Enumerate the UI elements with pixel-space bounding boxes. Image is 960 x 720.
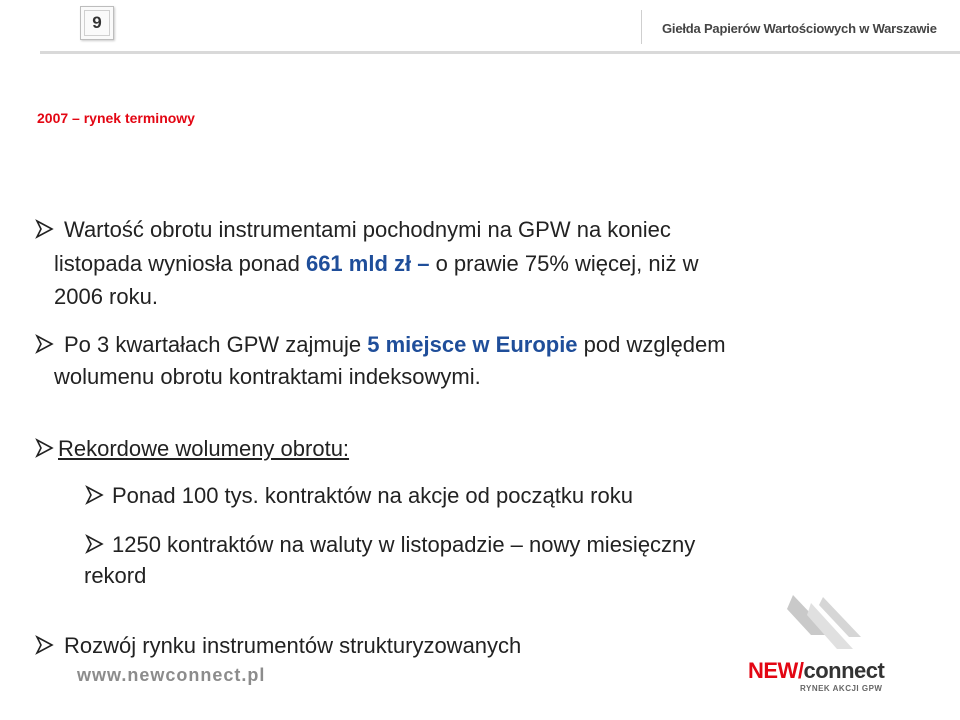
arrow-bullet-icon (84, 484, 106, 506)
exchange-logo-text: Giełda Papierów Wartościowych w Warszawie (662, 21, 937, 36)
sub-bullet-2-line-1: 1250 kontraktów na waluty w listopadzie – nowy miesięczny (112, 532, 696, 557)
arrow-bullet-icon (34, 333, 56, 355)
arrow-bullet-icon (34, 634, 56, 656)
bullet-3-heading: Rekordowe wolumeny obrotu: (58, 436, 350, 461)
page-number-box (80, 6, 114, 40)
sub-bullet-1: Ponad 100 tys. kontraktów na akcje od początku roku (112, 483, 633, 508)
bullet-1-line-1: Wartość obrotu instrumentami pochodnymi na GPW na koniec (64, 217, 671, 242)
footer-url: www.newconnect.pl (77, 665, 266, 685)
sub-bullet-2-line-2: rekord (84, 563, 147, 588)
newconnect-logo: NEW/connect (748, 658, 885, 683)
newconnect-tagline: RYNEK AKCJI GPW (800, 684, 883, 693)
bullet-1-line-3: 2006 roku. (54, 284, 158, 309)
newconnect-logo-mark-icon (753, 593, 863, 663)
page-number: 9 (84, 10, 110, 36)
bullet-4: Rozwój rynku instrumentów strukturyzowanych (64, 633, 522, 658)
arrow-bullet-icon (34, 437, 56, 459)
bullet-1-line-2: listopada wyniosła ponad 661 mld zł – o prawie 75% więcej, niż w (54, 251, 699, 276)
header-separator (641, 10, 642, 44)
arrow-bullet-icon (84, 533, 106, 555)
bullet-2-line-1: Po 3 kwartałach GPW zajmuje 5 miejsce w Europie pod względem (64, 332, 726, 357)
bullet-1-highlight: 661 mld zł – (305, 251, 436, 276)
arrow-bullet-icon (34, 218, 56, 240)
bullet-2-highlight: 5 miejsce w Europie (367, 332, 578, 357)
header-rule (40, 51, 960, 54)
slide-header (0, 0, 960, 55)
bullet-2-line-2: wolumenu obrotu kontraktami indeksowymi. (54, 364, 481, 389)
slide-subtitle: 2007 – rynek terminowy (37, 110, 195, 126)
